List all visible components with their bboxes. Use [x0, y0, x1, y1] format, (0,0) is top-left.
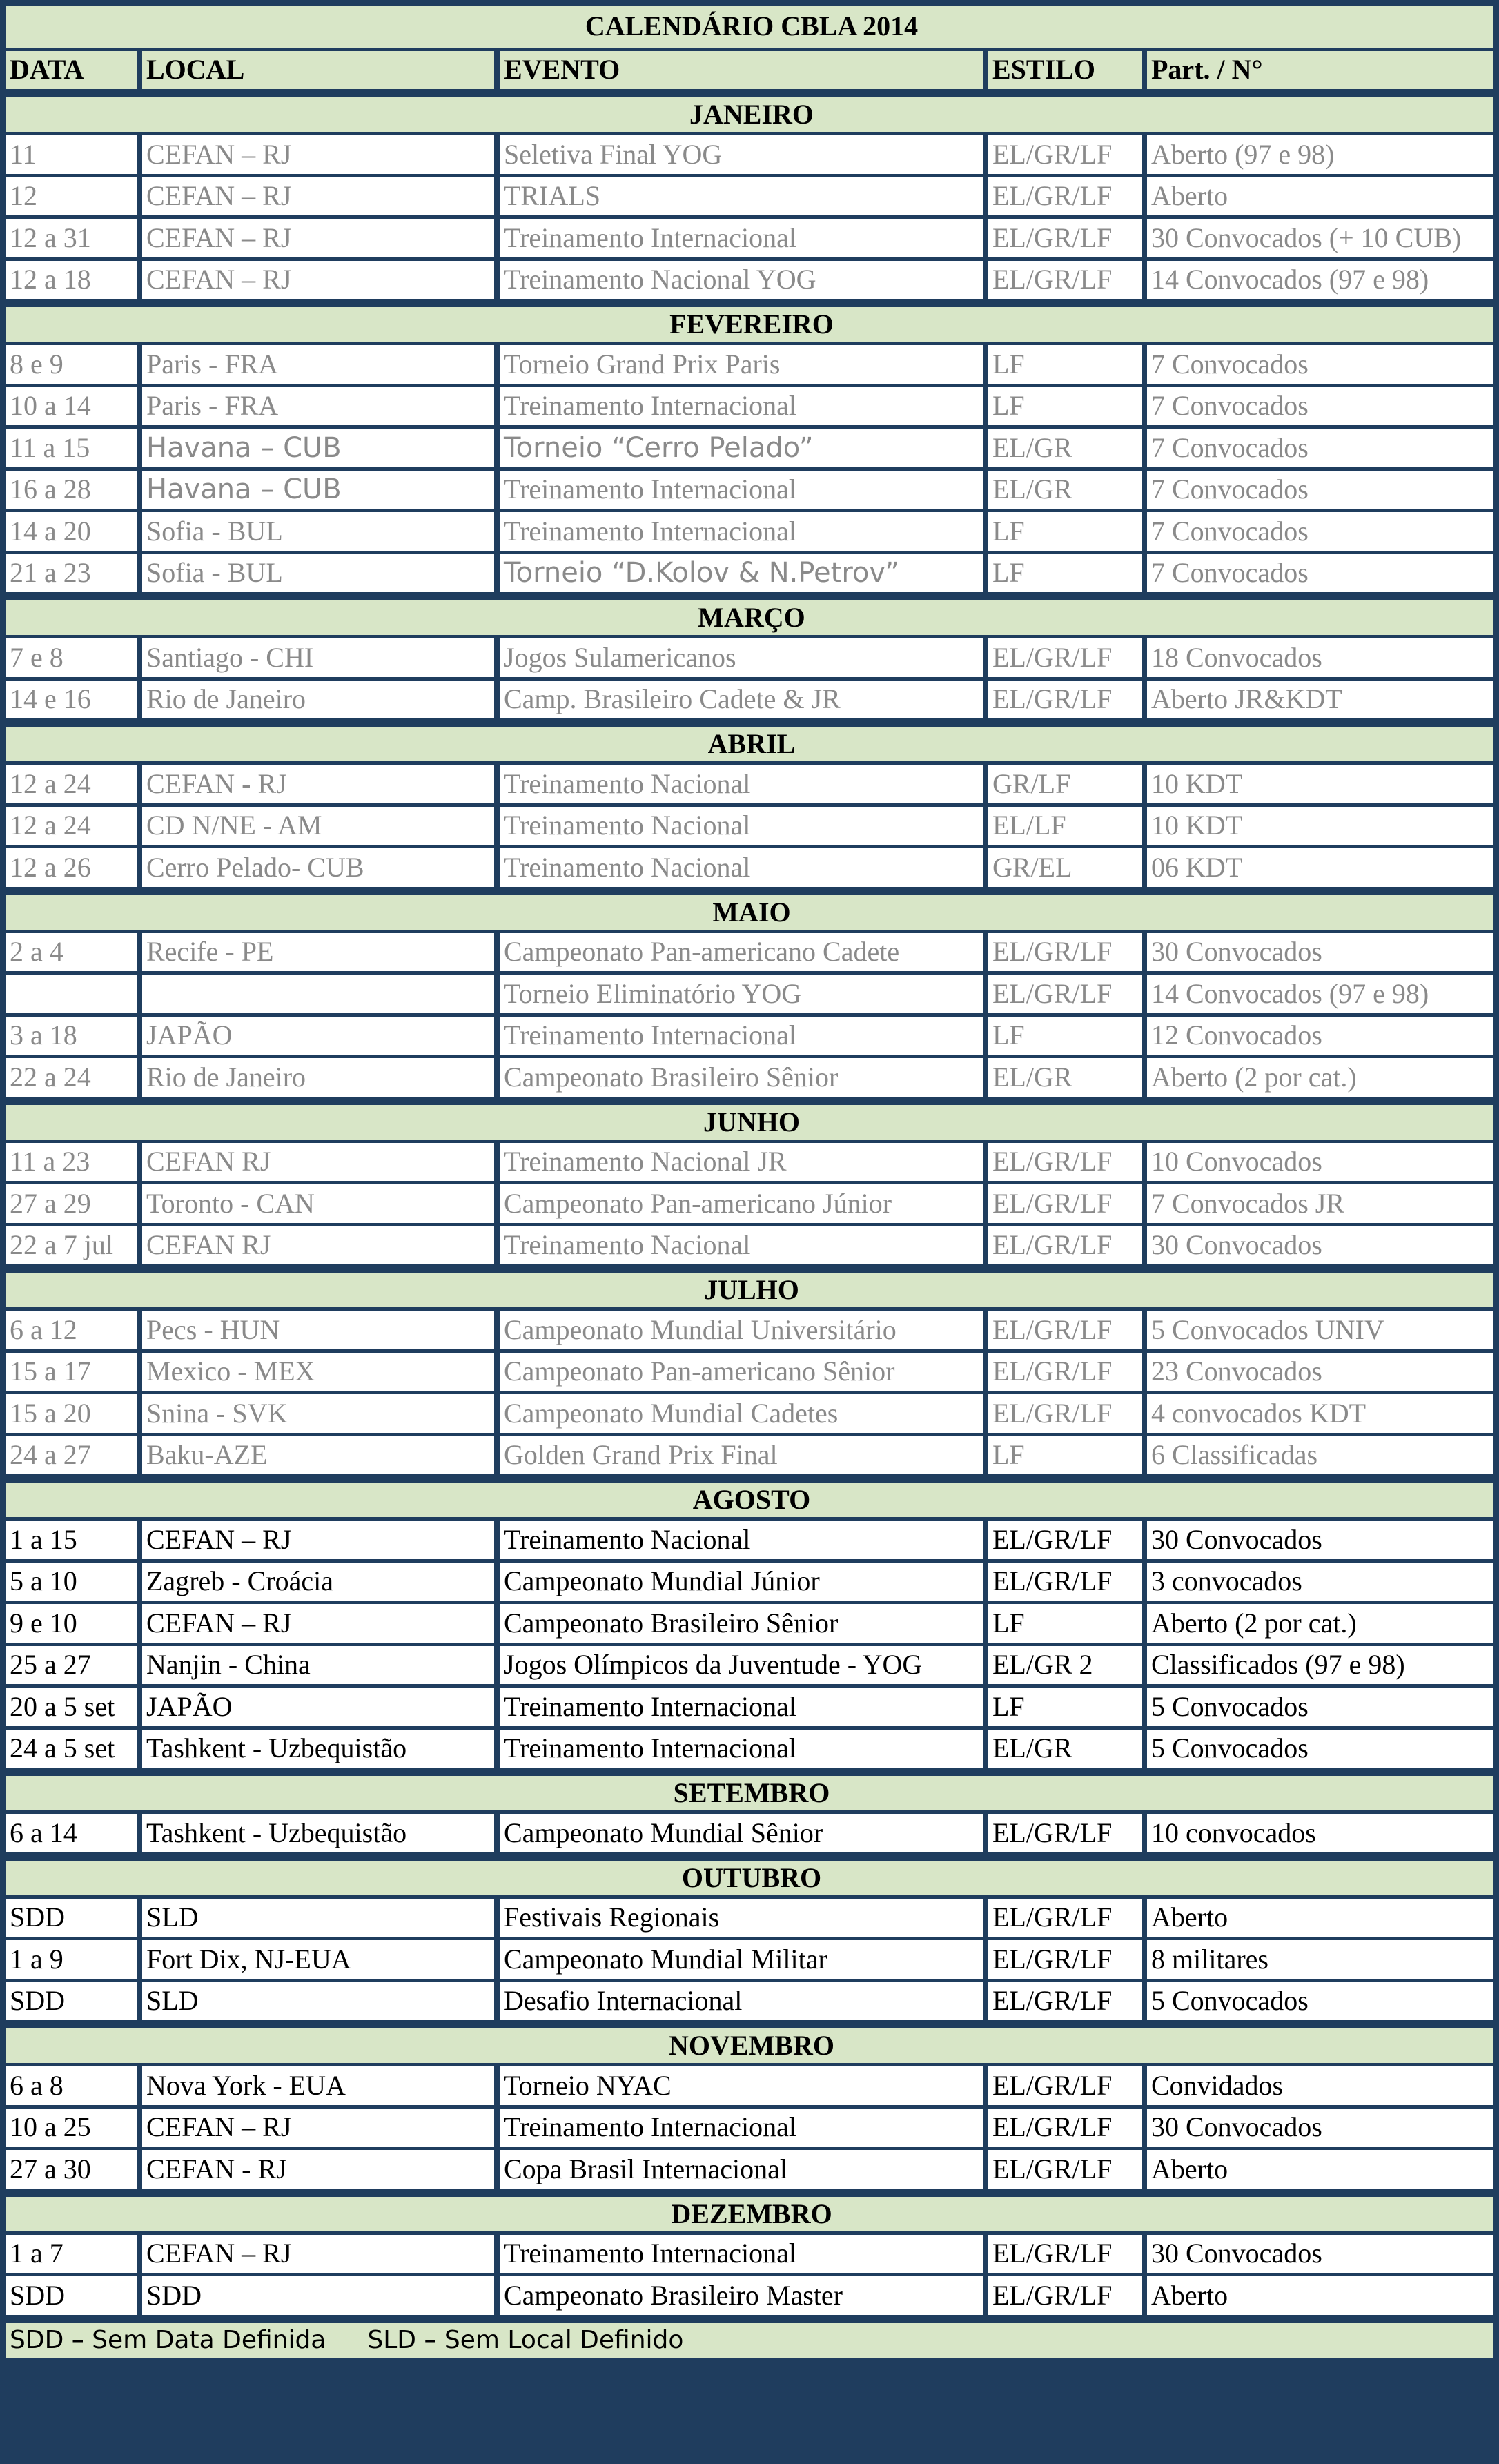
date-cell: 10 a 25	[6, 2105, 137, 2147]
date-cell: 24 a 5 set	[6, 1726, 137, 1768]
style-cell: EL/GR/LF	[983, 1307, 1142, 1349]
event-cell: Treinamento Internacional	[494, 1013, 983, 1055]
location-cell: CEFAN RJ	[137, 1223, 494, 1265]
participants-cell: 10 KDT	[1142, 761, 1493, 803]
date-cell: 11 a 15	[6, 425, 137, 467]
legend-sld: SLD – Sem Local Definido	[367, 2325, 684, 2354]
title-row	[6, 6, 1493, 48]
location-cell: CEFAN – RJ	[137, 132, 494, 174]
calendar-title: CALENDÁRIO CBLA 2014	[6, 6, 1493, 48]
month-header-row	[6, 299, 1493, 342]
participants-cell: 7 Convocados	[1142, 425, 1493, 467]
table-row	[6, 1979, 1493, 2021]
table-row	[6, 425, 1493, 467]
table-row	[6, 551, 1493, 593]
header-estilo: ESTILO	[983, 48, 1142, 90]
date-cell: 24 a 27	[6, 1433, 137, 1475]
event-cell: Golden Grand Prix Final	[494, 1433, 983, 1475]
participants-cell: 14 Convocados (97 e 98)	[1142, 971, 1493, 1013]
month-header: MAIO	[6, 887, 1493, 930]
header-evento: EVENTO	[494, 48, 983, 90]
date-cell	[6, 971, 137, 1013]
month-header: JULHO	[6, 1264, 1493, 1307]
style-cell: EL/GR/LF	[983, 1140, 1142, 1182]
location-cell: CEFAN RJ	[137, 1140, 494, 1182]
participants-cell: 7 Convocados JR	[1142, 1181, 1493, 1223]
month-header-row	[6, 1852, 1493, 1895]
date-cell: 15 a 20	[6, 1391, 137, 1433]
table-row	[6, 635, 1493, 677]
participants-cell: 5 Convocados	[1142, 1726, 1493, 1768]
table-row	[6, 1726, 1493, 1768]
location-cell: SDD	[137, 2273, 494, 2315]
style-cell: EL/GR/LF	[983, 1391, 1142, 1433]
style-cell: EL/GR	[983, 467, 1142, 509]
location-cell: Sofia - BUL	[137, 551, 494, 593]
event-cell: Desafio Internacional	[494, 1979, 983, 2021]
event-cell: Campeonato Mundial Cadetes	[494, 1391, 983, 1433]
date-cell: 25 a 27	[6, 1643, 137, 1685]
event-cell: Festivais Regionais	[494, 1895, 983, 1937]
style-cell: EL/GR/LF	[983, 1181, 1142, 1223]
event-cell: Treinamento Nacional JR	[494, 1140, 983, 1182]
table-row	[6, 1140, 1493, 1182]
style-cell: LF	[983, 1684, 1142, 1726]
date-cell: 1 a 15	[6, 1517, 137, 1559]
style-cell: EL/GR/LF	[983, 1979, 1142, 2021]
style-cell: EL/GR/LF	[983, 2105, 1142, 2147]
participants-cell: 06 KDT	[1142, 845, 1493, 887]
location-cell: CEFAN – RJ	[137, 1601, 494, 1643]
event-cell: Treinamento Nacional	[494, 761, 983, 803]
date-cell: 14 e 16	[6, 677, 137, 719]
style-cell: EL/GR/LF	[983, 215, 1142, 257]
date-cell: 27 a 29	[6, 1181, 137, 1223]
table-row	[6, 1307, 1493, 1349]
participants-cell: 7 Convocados	[1142, 384, 1493, 426]
participants-cell: 18 Convocados	[1142, 635, 1493, 677]
event-cell: Treinamento Nacional	[494, 1223, 983, 1265]
style-cell: EL/GR	[983, 1726, 1142, 1768]
style-cell: EL/GR/LF	[983, 257, 1142, 300]
event-cell: Campeonato Mundial Sênior	[494, 1810, 983, 1852]
style-cell: GR/LF	[983, 761, 1142, 803]
table-row	[6, 1937, 1493, 1979]
participants-cell: 7 Convocados	[1142, 509, 1493, 551]
location-cell	[137, 971, 494, 1013]
table-row	[6, 1223, 1493, 1265]
style-cell: EL/GR/LF	[983, 635, 1142, 677]
date-cell: 1 a 9	[6, 1937, 137, 1979]
style-cell: GR/EL	[983, 845, 1142, 887]
event-cell: Campeonato Pan-americano Cadete	[494, 930, 983, 972]
event-cell: Treinamento Internacional	[494, 215, 983, 257]
table-row	[6, 2105, 1493, 2147]
participants-cell: 30 Convocados	[1142, 930, 1493, 972]
participants-cell: 30 Convocados	[1142, 2231, 1493, 2274]
table-row	[6, 215, 1493, 257]
month-header-row	[6, 1097, 1493, 1140]
table-row	[6, 467, 1493, 509]
date-cell: 12 a 18	[6, 257, 137, 300]
date-cell: 5 a 10	[6, 1559, 137, 1601]
month-header: MARÇO	[6, 592, 1493, 635]
participants-cell: Aberto JR&KDT	[1142, 677, 1493, 719]
style-cell: EL/GR/LF	[983, 1810, 1142, 1852]
header-participantes: Part. / N°	[1142, 48, 1493, 90]
date-cell: 6 a 12	[6, 1307, 137, 1349]
event-cell: Treinamento Nacional	[494, 845, 983, 887]
table-row	[6, 1391, 1493, 1433]
location-cell: CEFAN – RJ	[137, 174, 494, 216]
table-row	[6, 1559, 1493, 1601]
date-cell: SDD	[6, 1895, 137, 1937]
location-cell: CEFAN - RJ	[137, 2147, 494, 2189]
participants-cell: 7 Convocados	[1142, 342, 1493, 384]
location-cell: Baku-AZE	[137, 1433, 494, 1475]
style-cell: EL/GR/LF	[983, 1517, 1142, 1559]
month-header: OUTUBRO	[6, 1852, 1493, 1895]
location-cell: Cerro Pelado- CUB	[137, 845, 494, 887]
table-row	[6, 1055, 1493, 1097]
participants-cell: 12 Convocados	[1142, 1013, 1493, 1055]
month-header: FEVEREIRO	[6, 299, 1493, 342]
table-row	[6, 803, 1493, 845]
date-cell: 12 a 26	[6, 845, 137, 887]
header-row	[6, 48, 1493, 90]
date-cell: 22 a 24	[6, 1055, 137, 1097]
location-cell: Havana – CUB	[137, 425, 494, 467]
style-cell: EL/GR/LF	[983, 2231, 1142, 2274]
calendar-table	[6, 6, 1493, 2358]
date-cell: 7 e 8	[6, 635, 137, 677]
style-cell: EL/GR/LF	[983, 1895, 1142, 1937]
participants-cell: 4 convocados KDT	[1142, 1391, 1493, 1433]
event-cell: Campeonato Mundial Militar	[494, 1937, 983, 1979]
location-cell: Rio de Janeiro	[137, 677, 494, 719]
event-cell: Torneio Eliminatório YOG	[494, 971, 983, 1013]
event-cell: Torneio NYAC	[494, 2063, 983, 2105]
table-row	[6, 2273, 1493, 2315]
month-header-row	[6, 718, 1493, 761]
location-cell: SLD	[137, 1895, 494, 1937]
table-row	[6, 342, 1493, 384]
location-cell: SLD	[137, 1979, 494, 2021]
date-cell: 21 a 23	[6, 551, 137, 593]
style-cell: LF	[983, 342, 1142, 384]
participants-cell: Convidados	[1142, 2063, 1493, 2105]
event-cell: Treinamento Internacional	[494, 2231, 983, 2274]
participants-cell: 30 Convocados	[1142, 2105, 1493, 2147]
table-row	[6, 1895, 1493, 1937]
event-cell: Campeonato Pan-americano Sênior	[494, 1349, 983, 1391]
style-cell: LF	[983, 384, 1142, 426]
style-cell: EL/GR/LF	[983, 1349, 1142, 1391]
table-row	[6, 1433, 1493, 1475]
location-cell: Nanjin - China	[137, 1643, 494, 1685]
month-header: DEZEMBRO	[6, 2189, 1493, 2231]
table-row	[6, 761, 1493, 803]
event-cell: Campeonato Pan-americano Júnior	[494, 1181, 983, 1223]
participants-cell: 23 Convocados	[1142, 1349, 1493, 1391]
location-cell: Tashkent - Uzbequistão	[137, 1726, 494, 1768]
location-cell: CD N/NE - AM	[137, 803, 494, 845]
table-row	[6, 1181, 1493, 1223]
table-row	[6, 1643, 1493, 1685]
location-cell: JAPÃO	[137, 1684, 494, 1726]
date-cell: SDD	[6, 1979, 137, 2021]
event-cell: TRIALS	[494, 174, 983, 216]
style-cell: EL/GR	[983, 425, 1142, 467]
date-cell: 12 a 24	[6, 761, 137, 803]
location-cell: Pecs - HUN	[137, 1307, 494, 1349]
date-cell: 9 e 10	[6, 1601, 137, 1643]
location-cell: Paris - FRA	[137, 342, 494, 384]
month-header: AGOSTO	[6, 1474, 1493, 1517]
event-cell: Torneio “Cerro Pelado”	[494, 425, 983, 467]
table-row	[6, 845, 1493, 887]
event-cell: Treinamento Nacional	[494, 803, 983, 845]
event-cell: Torneio Grand Prix Paris	[494, 342, 983, 384]
location-cell: Recife - PE	[137, 930, 494, 972]
month-header-row	[6, 1474, 1493, 1517]
table-row	[6, 2231, 1493, 2274]
table-row	[6, 174, 1493, 216]
participants-cell: Classificados (97 e 98)	[1142, 1643, 1493, 1685]
style-cell: EL/GR/LF	[983, 2273, 1142, 2315]
table-row	[6, 384, 1493, 426]
month-header-row	[6, 89, 1493, 132]
event-cell: Jogos Sulamericanos	[494, 635, 983, 677]
location-cell: Snina - SVK	[137, 1391, 494, 1433]
location-cell: Toronto - CAN	[137, 1181, 494, 1223]
participants-cell: 14 Convocados (97 e 98)	[1142, 257, 1493, 300]
participants-cell: 30 Convocados	[1142, 1517, 1493, 1559]
date-cell: 2 a 4	[6, 930, 137, 972]
location-cell: Mexico - MEX	[137, 1349, 494, 1391]
style-cell: EL/GR/LF	[983, 1937, 1142, 1979]
month-header: ABRIL	[6, 718, 1493, 761]
legend-sdd: SDD – Sem Data Definida	[10, 2325, 326, 2354]
event-cell: Treinamento Internacional	[494, 509, 983, 551]
location-cell: Zagreb - Croácia	[137, 1559, 494, 1601]
month-header-row	[6, 592, 1493, 635]
participants-cell: Aberto	[1142, 174, 1493, 216]
participants-cell: 5 Convocados UNIV	[1142, 1307, 1493, 1349]
participants-cell: Aberto (2 por cat.)	[1142, 1055, 1493, 1097]
style-cell: EL/GR/LF	[983, 930, 1142, 972]
table-row	[6, 1517, 1493, 1559]
style-cell: EL/LF	[983, 803, 1142, 845]
event-cell: Jogos Olímpicos da Juventude - YOG	[494, 1643, 983, 1685]
header-data: DATA	[6, 48, 137, 90]
location-cell: CEFAN – RJ	[137, 1517, 494, 1559]
table-row	[6, 509, 1493, 551]
date-cell: 8 e 9	[6, 342, 137, 384]
location-cell: Paris - FRA	[137, 384, 494, 426]
table-row	[6, 132, 1493, 174]
participants-cell: 30 Convocados (+ 10 CUB)	[1142, 215, 1493, 257]
event-cell: Campeonato Brasileiro Sênior	[494, 1601, 983, 1643]
location-cell: CEFAN – RJ	[137, 215, 494, 257]
table-row	[6, 2147, 1493, 2189]
event-cell: Treinamento Internacional	[494, 2105, 983, 2147]
event-cell: Torneio “D.Kolov & N.Petrov”	[494, 551, 983, 593]
participants-cell: Aberto	[1142, 1895, 1493, 1937]
table-row	[6, 930, 1493, 972]
location-cell: Rio de Janeiro	[137, 1055, 494, 1097]
participants-cell: 10 convocados	[1142, 1810, 1493, 1852]
event-cell: Campeonato Mundial Júnior	[494, 1559, 983, 1601]
style-cell: EL/GR/LF	[983, 132, 1142, 174]
location-cell: Fort Dix, NJ-EUA	[137, 1937, 494, 1979]
location-cell: Havana – CUB	[137, 467, 494, 509]
style-cell: EL/GR/LF	[983, 971, 1142, 1013]
event-cell: Treinamento Internacional	[494, 384, 983, 426]
style-cell: EL/GR/LF	[983, 677, 1142, 719]
table-row	[6, 1684, 1493, 1726]
month-header: JANEIRO	[6, 89, 1493, 132]
style-cell: LF	[983, 551, 1142, 593]
style-cell: LF	[983, 1433, 1142, 1475]
participants-cell: 5 Convocados	[1142, 1979, 1493, 2021]
date-cell: 11 a 23	[6, 1140, 137, 1182]
date-cell: SDD	[6, 2273, 137, 2315]
location-cell: Tashkent - Uzbequistão	[137, 1810, 494, 1852]
event-cell: Campeonato Brasileiro Master	[494, 2273, 983, 2315]
table-row	[6, 971, 1493, 1013]
participants-cell: 10 KDT	[1142, 803, 1493, 845]
participants-cell: Aberto (97 e 98)	[1142, 132, 1493, 174]
location-cell: Nova York - EUA	[137, 2063, 494, 2105]
date-cell: 3 a 18	[6, 1013, 137, 1055]
date-cell: 20 a 5 set	[6, 1684, 137, 1726]
style-cell: LF	[983, 509, 1142, 551]
participants-cell: 30 Convocados	[1142, 1223, 1493, 1265]
style-cell: LF	[983, 1601, 1142, 1643]
date-cell: 14 a 20	[6, 509, 137, 551]
event-cell: Camp. Brasileiro Cadete & JR	[494, 677, 983, 719]
participants-cell: 3 convocados	[1142, 1559, 1493, 1601]
date-cell: 12	[6, 174, 137, 216]
month-header: SETEMBRO	[6, 1768, 1493, 1810]
date-cell: 6 a 14	[6, 1810, 137, 1852]
footer-row	[6, 2315, 1493, 2358]
style-cell: EL/GR/LF	[983, 2063, 1142, 2105]
event-cell: Treinamento Internacional	[494, 1684, 983, 1726]
event-cell: Seletiva Final YOG	[494, 132, 983, 174]
event-cell: Campeonato Mundial Universitário	[494, 1307, 983, 1349]
table-row	[6, 1349, 1493, 1391]
style-cell: EL/GR/LF	[983, 1223, 1142, 1265]
participants-cell: Aberto	[1142, 2147, 1493, 2189]
date-cell: 22 a 7 jul	[6, 1223, 137, 1265]
location-cell: CEFAN – RJ	[137, 257, 494, 300]
table-row	[6, 2063, 1493, 2105]
location-cell: JAPÃO	[137, 1013, 494, 1055]
style-cell: EL/GR/LF	[983, 174, 1142, 216]
participants-cell: 8 militares	[1142, 1937, 1493, 1979]
event-cell: Copa Brasil Internacional	[494, 2147, 983, 2189]
month-header-row	[6, 2020, 1493, 2063]
event-cell: Treinamento Internacional	[494, 1726, 983, 1768]
month-header-row	[6, 2189, 1493, 2231]
event-cell: Treinamento Nacional	[494, 1517, 983, 1559]
table-row	[6, 1013, 1493, 1055]
event-cell: Campeonato Brasileiro Sênior	[494, 1055, 983, 1097]
style-cell: EL/GR/LF	[983, 2147, 1142, 2189]
month-header-row	[6, 1264, 1493, 1307]
month-header-row	[6, 1768, 1493, 1810]
event-cell: Treinamento Internacional	[494, 467, 983, 509]
date-cell: 6 a 8	[6, 2063, 137, 2105]
date-cell: 12 a 24	[6, 803, 137, 845]
style-cell: EL/GR/LF	[983, 1559, 1142, 1601]
date-cell: 27 a 30	[6, 2147, 137, 2189]
participants-cell: Aberto	[1142, 2273, 1493, 2315]
style-cell: LF	[983, 1013, 1142, 1055]
location-cell: CEFAN - RJ	[137, 761, 494, 803]
participants-cell: Aberto (2 por cat.)	[1142, 1601, 1493, 1643]
table-row	[6, 1601, 1493, 1643]
location-cell: CEFAN – RJ	[137, 2105, 494, 2147]
table-row	[6, 677, 1493, 719]
event-cell: Treinamento Nacional YOG	[494, 257, 983, 300]
month-header-row	[6, 887, 1493, 930]
location-cell: Santiago - CHI	[137, 635, 494, 677]
month-header: JUNHO	[6, 1097, 1493, 1140]
participants-cell: 6 Classificadas	[1142, 1433, 1493, 1475]
header-local: LOCAL	[137, 48, 494, 90]
date-cell: 10 a 14	[6, 384, 137, 426]
participants-cell: 5 Convocados	[1142, 1684, 1493, 1726]
location-cell: Sofia - BUL	[137, 509, 494, 551]
date-cell: 11	[6, 132, 137, 174]
table-row	[6, 257, 1493, 300]
participants-cell: 7 Convocados	[1142, 467, 1493, 509]
date-cell: 1 a 7	[6, 2231, 137, 2274]
date-cell: 12 a 31	[6, 215, 137, 257]
participants-cell: 10 Convocados	[1142, 1140, 1493, 1182]
date-cell: 15 a 17	[6, 1349, 137, 1391]
participants-cell: 7 Convocados	[1142, 551, 1493, 593]
month-header: NOVEMBRO	[6, 2020, 1493, 2063]
location-cell: CEFAN – RJ	[137, 2231, 494, 2274]
style-cell: EL/GR	[983, 1055, 1142, 1097]
style-cell: EL/GR 2	[983, 1643, 1142, 1685]
legend-cell	[6, 2315, 1493, 2358]
date-cell: 16 a 28	[6, 467, 137, 509]
table-row	[6, 1810, 1493, 1852]
